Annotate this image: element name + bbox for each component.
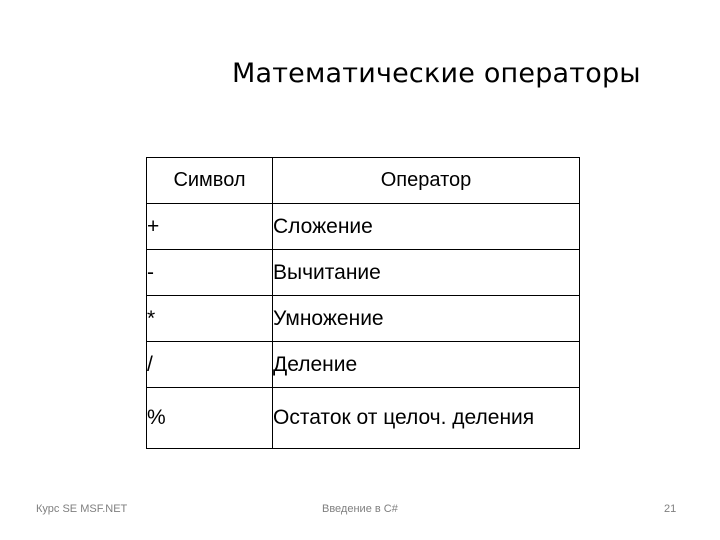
operator-cell: Вычитание <box>273 250 580 296</box>
operator-cell: Сложение <box>273 204 580 250</box>
operator-cell: Умножение <box>273 296 580 342</box>
symbol-cell: / <box>147 342 273 388</box>
table-row <box>147 204 580 250</box>
footer-course: Курс SE MSF.NET <box>36 503 128 515</box>
slide-title: Математические операторы <box>232 58 641 89</box>
symbol-cell: + <box>147 204 273 250</box>
table-row <box>147 250 580 296</box>
header-operator: Оператор <box>273 158 580 204</box>
footer-topic: Введение в C# <box>322 503 398 515</box>
table-row <box>147 388 580 449</box>
operator-cell: Остаток от целоч. деления <box>273 388 580 449</box>
operators-table <box>146 157 580 449</box>
header-symbol: Символ <box>147 158 273 204</box>
table-row <box>147 342 580 388</box>
symbol-cell: - <box>147 250 273 296</box>
operator-cell: Деление <box>273 342 580 388</box>
symbol-cell: * <box>147 296 273 342</box>
table-header-row <box>147 158 580 204</box>
footer-page-number: 21 <box>664 503 677 515</box>
symbol-cell: % <box>147 388 273 449</box>
table-row <box>147 296 580 342</box>
